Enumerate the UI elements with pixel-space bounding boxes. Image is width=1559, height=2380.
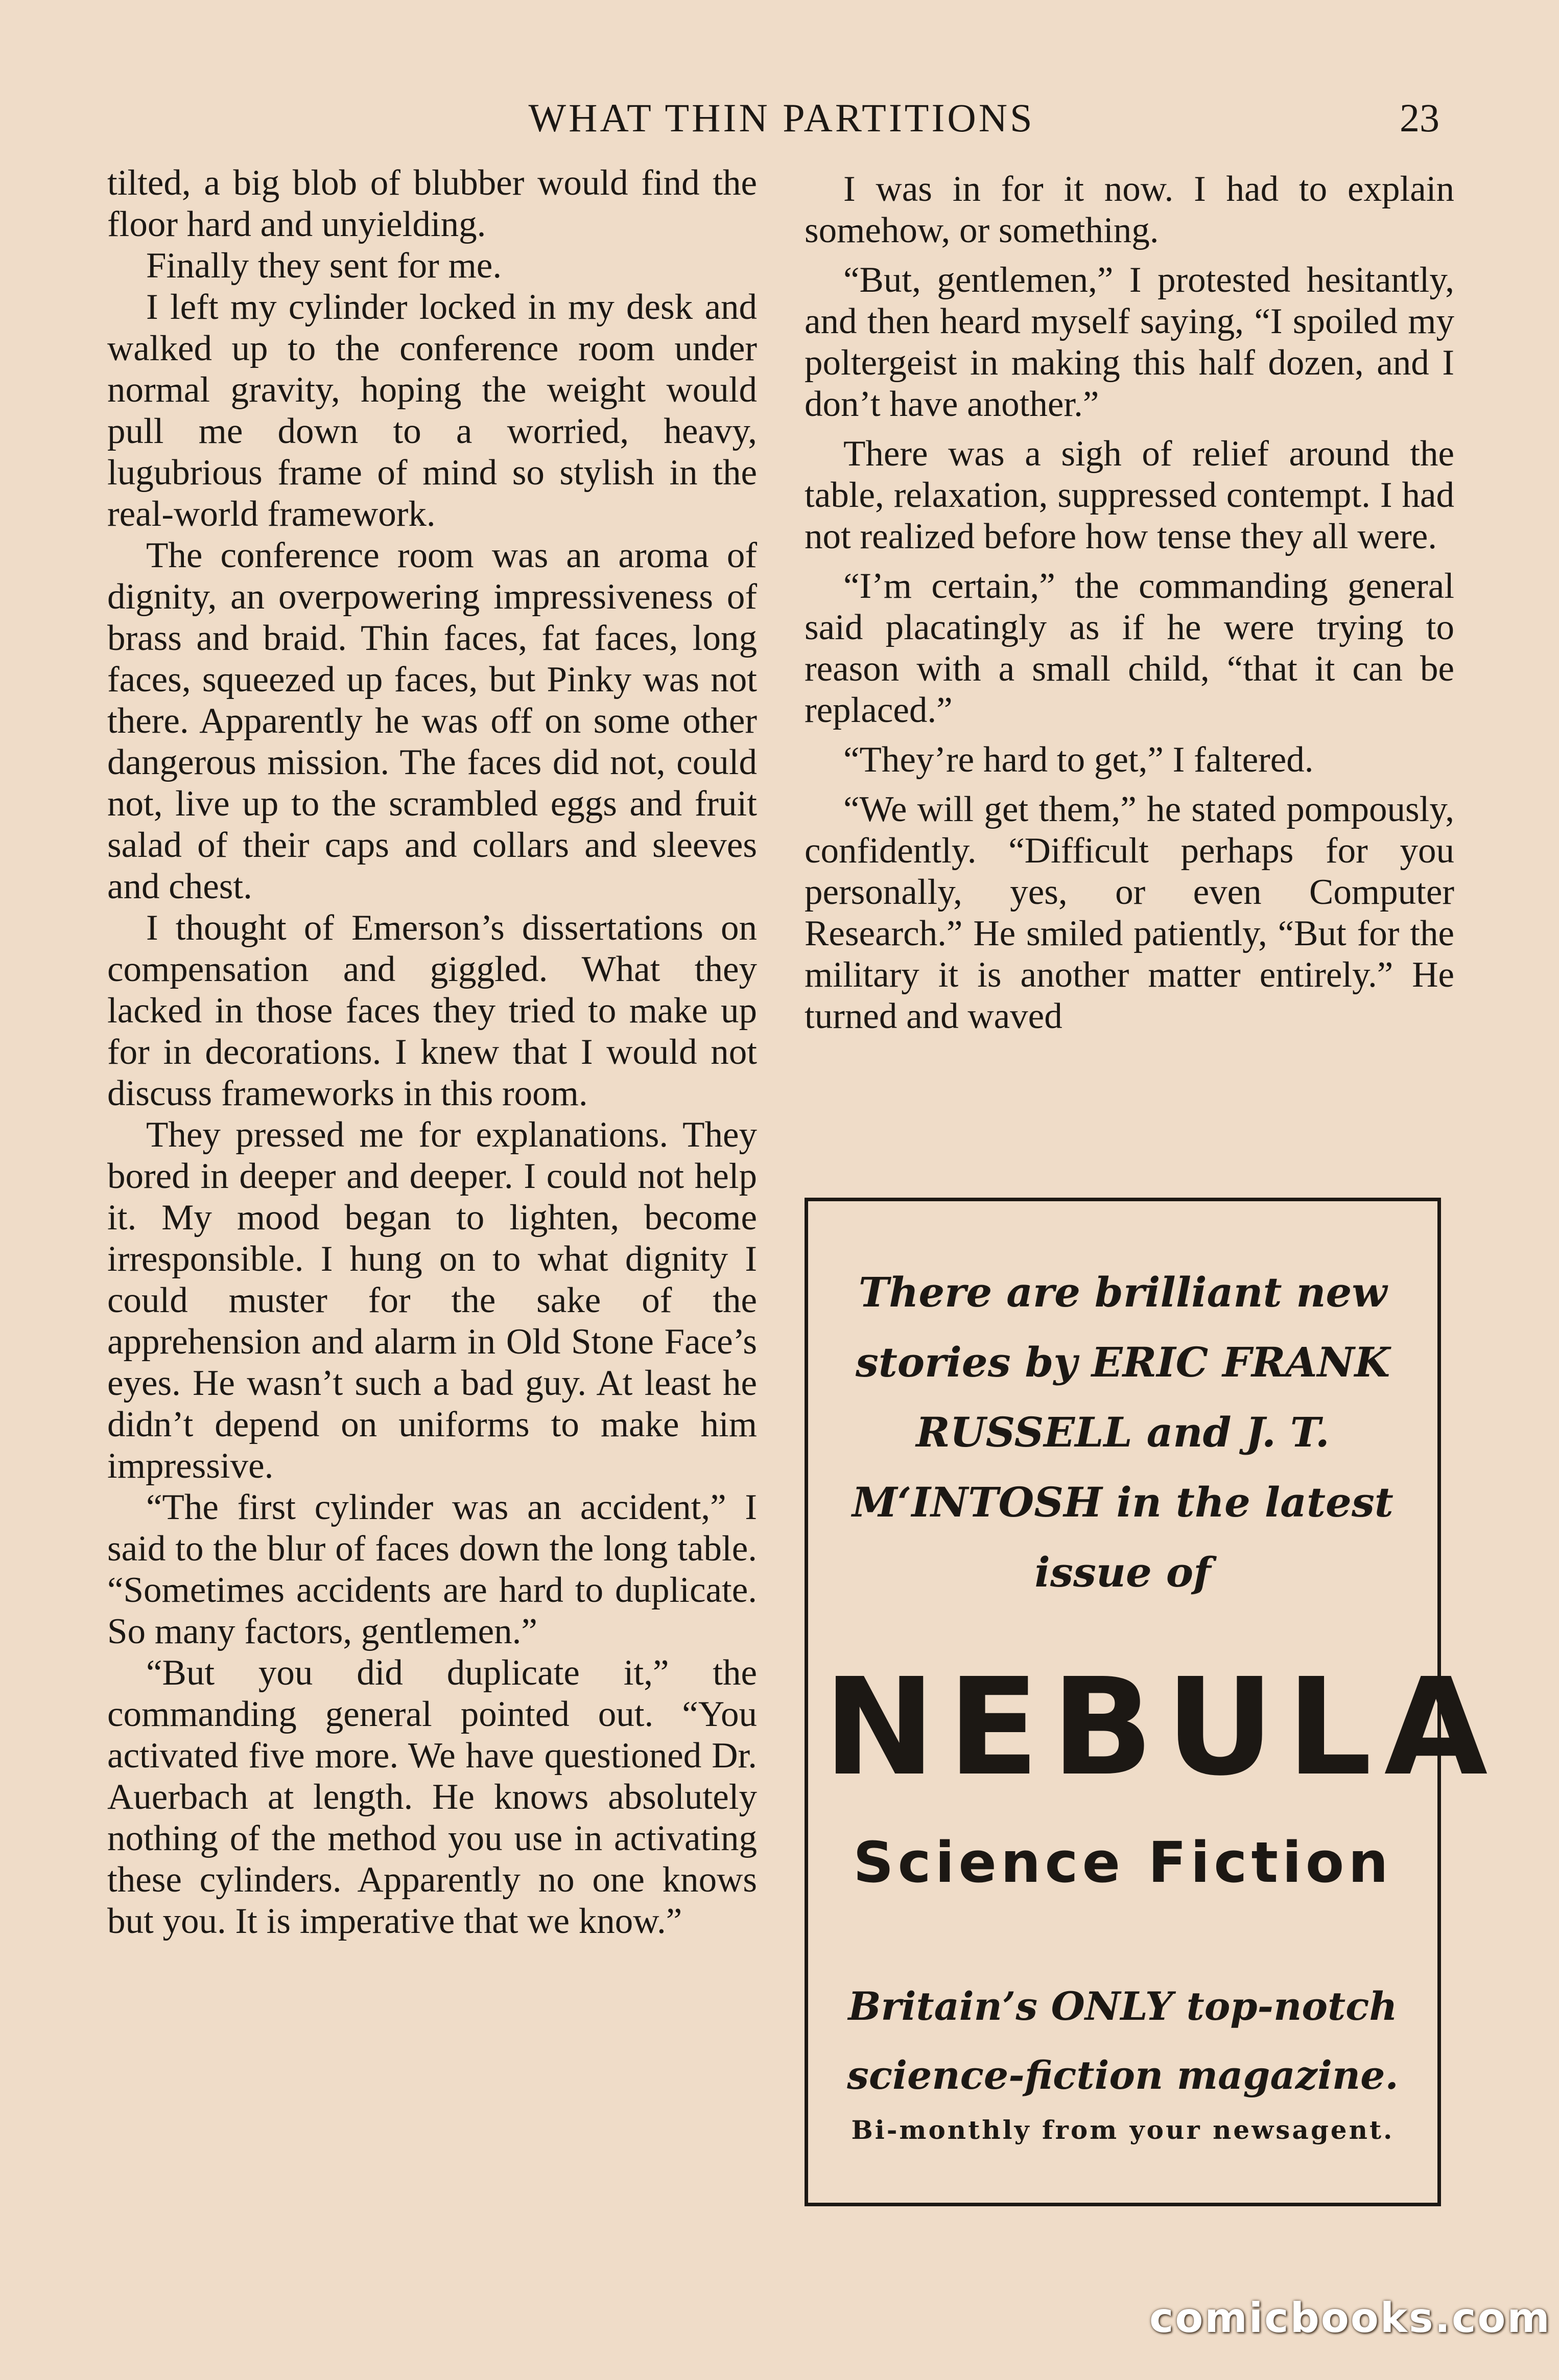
paragraph: “But you did duplicate it,” the commanding general pointed out. “You activated five more. We have questioned Dr. Auerbach at length. He knows absolutely nothing of the method you use in activating these cylinders. Apparently no one knows but you. It is imperative that we know.”: [107, 1653, 757, 1941]
paragraph: There was a sigh of relief around the table, relaxation, suppressed contempt. I had not realized before how tense they all were.: [805, 434, 1454, 556]
ad-availability-note: Bi-monthly from your newsagent.: [851, 2115, 1395, 2145]
ad-magazine-title: NEBULA: [823, 1649, 1500, 1805]
paragraph: “I’m certain,” the commanding general said placatingly as if he were trying to reason with a small child, “that it can be replaced.”: [805, 566, 1454, 730]
running-header-title: WHAT THIN PARTITIONS: [528, 96, 1035, 140]
paragraph: “They’re hard to get,” I faltered.: [843, 740, 1314, 780]
paragraph: tilted, a big blob of blubber would find the floor hard and unyielding.: [107, 163, 757, 244]
paragraph: Finally they sent for me.: [146, 246, 502, 286]
paragraph: I left my cylinder locked in my desk and walked up to the conference room under normal gravity, hoping the weight would pull me down to a worried, heavy, lugubrious frame of mind so stylish in the real-world framework.: [107, 287, 757, 534]
page-number: 23: [1400, 96, 1439, 140]
right-text-column: [805, 169, 1454, 1045]
paragraph: I was in for it now. I had to explain somehow, or something.: [805, 169, 1454, 250]
ad-tagline: Britain’s ONLY top-notch science-fiction magazine.: [847, 1984, 1399, 2098]
paragraph: I thought of Emerson’s dissertations on compensation and giggled. What they lacked in those faces they tried to make up for in decorations. I knew that I would not discuss frameworks in this room.: [107, 908, 757, 1113]
ad-magazine-subtitle: Science Fiction: [853, 1830, 1392, 1895]
ad-lead-text: There are brilliant new stories by ERIC FRANK RUSSELL and J. T. M‘INTOSH in the latest issue of: [852, 1268, 1393, 1596]
paragraph: They pressed me for explanations. They bored in deeper and deeper. I could not help it. My mood began to lighten, become irresponsible. I hung on to what dignity I could muster for the sake of the apprehension and alarm in Old Stone Face’s eyes. He wasn’t such a bad guy. At least he didn’t depend on uniforms to make him impressive.: [107, 1115, 757, 1486]
left-text-column: [107, 162, 757, 1942]
paragraph: The conference room was an aroma of dignity, an overpowering impressiveness of brass and braid. Thin faces, fat faces, long faces, squeezed up faces, but Pinky was not there. Apparently he was off on some other dangerous mission. The faces did not, could not, live up to the scrambled eggs and fruit salad of their caps and collars and sleeves and chest.: [107, 535, 757, 906]
nebula-advertisement: [805, 1198, 1500, 2206]
paragraph: “We will get them,” he stated pompously, confidently. “Difficult perhaps for you personally, yes, or even Computer Research.” He smiled patiently, “But for the military it is another matter entirely.” He turned and waved: [805, 789, 1454, 1036]
paragraph: “But, gentlemen,” I protested hesitantly, and then heard myself saying, “I spoiled my poltergeist in making this half dozen, and I don’t have another.”: [805, 260, 1454, 424]
site-watermark: comicbooks.com: [1149, 2294, 1551, 2342]
paragraph: “The first cylinder was an accident,” I said to the blur of faces down the long table. “Sometimes accidents are hard to duplicate. So many factors, gentlemen.”: [107, 1487, 757, 1651]
